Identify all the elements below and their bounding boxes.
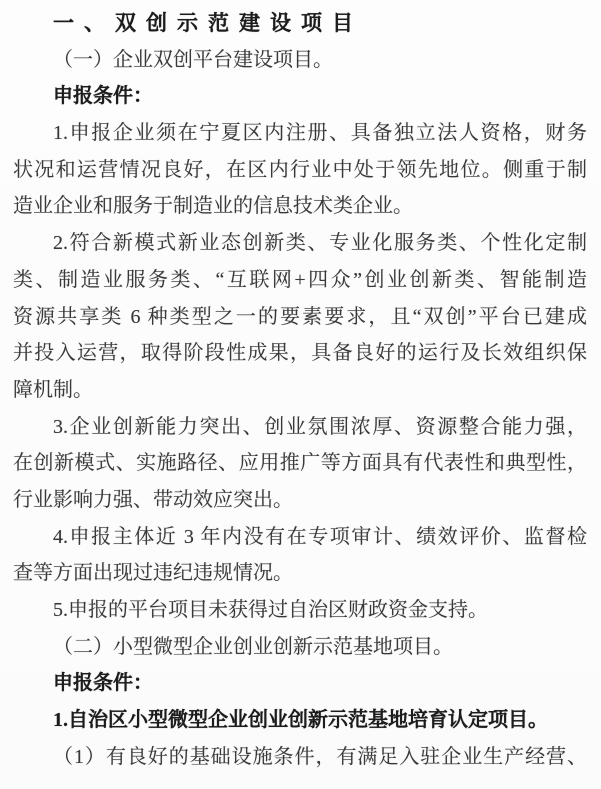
condition-1-line-1: 1.申报企业须在宁夏区内注册、具备独立法人资格，财务: [53, 122, 587, 145]
condition-1-line-2: 状况和运营情况良好，在区内行业中处于领先地位。侧重于制: [13, 158, 587, 181]
condition-2-line-3: 资源共享类 6 种类型之一的要素要求，且“双创”平台已建成: [13, 305, 587, 328]
condition-2-line-1: 2.符合新模式新业态创新类、专业化服务类、个性化定制: [53, 232, 587, 255]
condition-3-line-3: 行业影响力强、带动效应突出。: [13, 488, 293, 511]
condition-2-line-2: 类、制造业服务类、“互联网+四众”创业创新类、智能制造: [13, 268, 587, 291]
condition-5-line-1: 5.申报的平台项目未获得过自治区财政资金支持。: [53, 599, 488, 621]
document-body: [13, 5, 587, 775]
section-heading: 一、双创示范建设项目: [53, 11, 363, 35]
condition-3-line-1: 3.企业创新能力突出、创业氛围浓厚、资源整合能力强，: [53, 415, 587, 438]
subsection-heading-2: （二）小型微型企业创业创新示范基地项目。: [53, 635, 453, 658]
condition-2-line-5: 障机制。: [13, 378, 93, 401]
item-heading-bold: 1.自治区小型微型企业创业创新示范基地培育认定项目。: [53, 709, 548, 732]
condition-2-line-4: 并投入运营，取得阶段性成果，具备良好的运行及长效组织保: [13, 342, 587, 365]
condition-4-line-2: 查等方面出现过违纪违规情况。: [13, 562, 293, 585]
subitem-1-line-1: （1）有良好的基础设施条件，有满足入驻企业生产经营、: [53, 745, 587, 768]
subsection-heading-1: （一）企业双创平台建设项目。: [53, 48, 333, 71]
condition-1-line-3: 造业企业和服务于制造业的信息技术类企业。: [13, 195, 413, 218]
requirements-label-2: 申报条件：: [53, 672, 153, 695]
condition-4-line-1: 4.申报主体近 3 年内没有在专项审计、绩效评价、监督检: [53, 525, 587, 548]
condition-3-line-2: 在创新模式、实施路径、应用推广等方面具有代表性和典型性，: [13, 452, 587, 475]
requirements-label-1: 申报条件：: [53, 85, 153, 108]
